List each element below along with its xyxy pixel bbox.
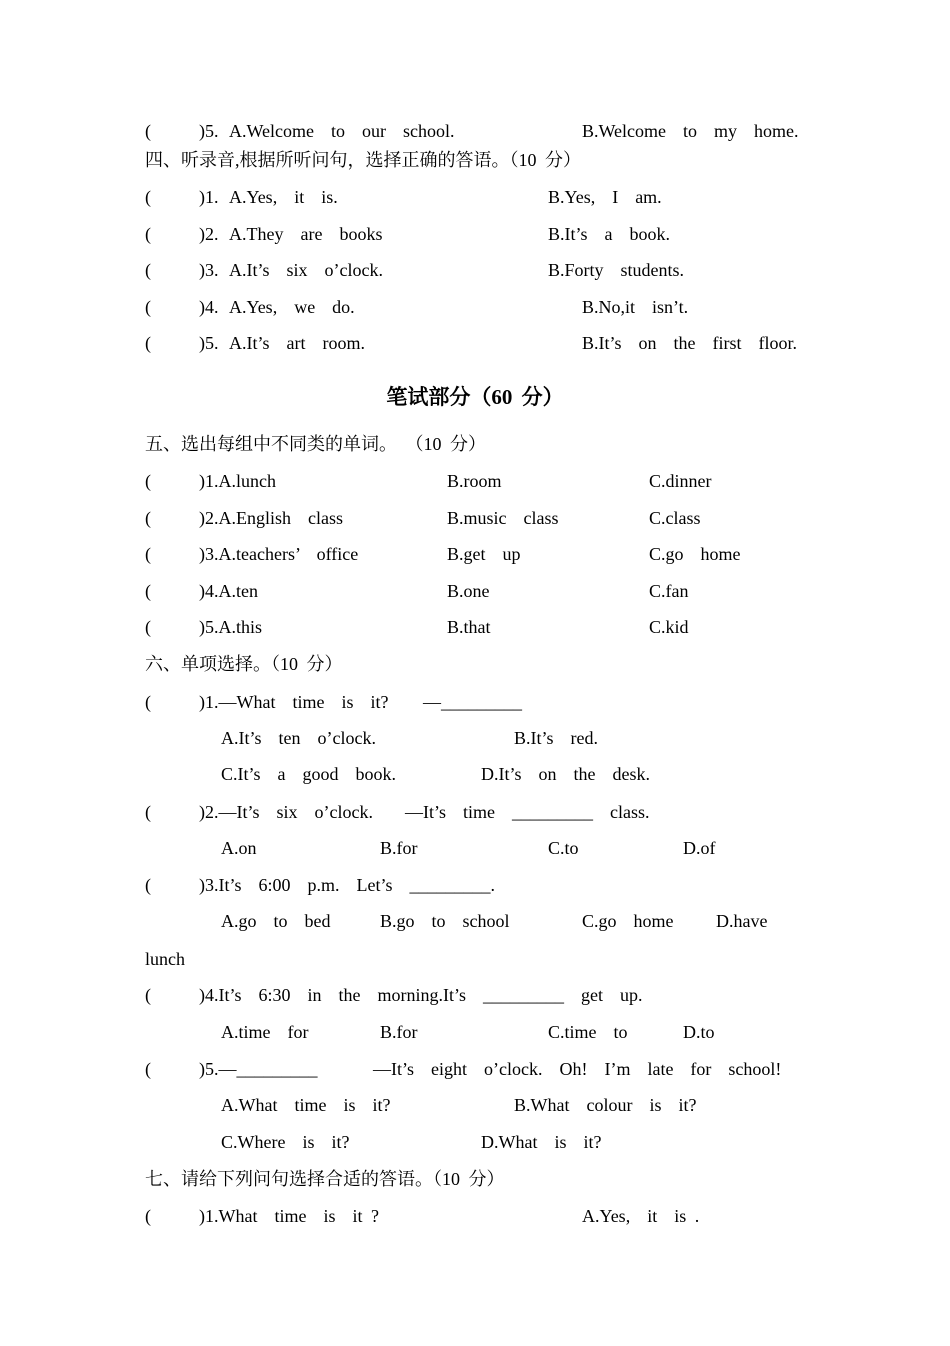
option-a: )1.A.lunch	[199, 471, 276, 491]
option-b: B.Forty students.	[548, 260, 685, 280]
option-a: )2.A.English class	[199, 508, 343, 528]
option-a: A.It’s ten o’clock.	[221, 728, 376, 748]
answer-blank[interactable]: (	[145, 508, 151, 528]
option-c: C.time to	[548, 1022, 628, 1042]
question-stem: )3.It’s 6:00 p.m. Let’s _________.	[199, 875, 495, 895]
option-a: A.Yes, it is.	[229, 187, 338, 207]
answer-blank[interactable]: (	[145, 224, 151, 244]
option-d: D.of	[683, 838, 716, 858]
answer-blank[interactable]: (	[145, 1206, 151, 1226]
answer-blank[interactable]: (	[145, 297, 151, 317]
option-c: C.kid	[649, 617, 689, 637]
answer-blank[interactable]: (	[145, 692, 151, 712]
question-number: )5.	[199, 121, 219, 141]
answer-blank[interactable]: (	[145, 187, 151, 207]
answer-blank[interactable]: (	[145, 985, 151, 1005]
option-a: A.Yes, we do.	[229, 297, 355, 317]
option-d-wrap: lunch	[145, 949, 185, 969]
question-reply: —It’s eight o’clock. Oh! I’m late for school!	[373, 1059, 782, 1079]
option-c: C.go home	[582, 911, 674, 931]
option-c: C.dinner	[649, 471, 712, 491]
option-a: )5.A.this	[199, 617, 262, 637]
option-a: A.time for	[221, 1022, 309, 1042]
question-number: )2.	[199, 224, 219, 244]
option-d: D.What is it?	[481, 1132, 602, 1152]
answer-blank[interactable]: (	[145, 121, 151, 141]
option-b: B.go to school	[380, 911, 510, 931]
option-a: A.It’s art room.	[229, 333, 365, 353]
question-stem: )2.—It’s six o’clock.	[199, 802, 373, 822]
option-c: C.to	[548, 838, 579, 858]
question-reply: —It’s time _________ class.	[405, 802, 650, 822]
option-b: B.one	[447, 581, 490, 601]
option-d: D.have	[716, 911, 768, 931]
option-b: B.It’s a book.	[548, 224, 670, 244]
section-header: 四、听录音,根据所听问句，选择正确的答语。（10 分）	[145, 150, 581, 170]
option-a: A.Welcome to our school.	[229, 121, 455, 141]
written-part-title: 笔试部分（60 分）	[386, 385, 564, 409]
answer-blank[interactable]: (	[145, 581, 151, 601]
question-stem: )1.—What time is it?	[199, 692, 389, 712]
question-number: )3.	[199, 260, 219, 280]
option-a: A.on	[221, 838, 257, 858]
option-b: B.It’s red.	[514, 728, 598, 748]
section-header: 六、单项选择。（10 分）	[145, 654, 343, 674]
option-d: D.to	[683, 1022, 715, 1042]
question-number: )5.	[199, 333, 219, 353]
option-c: C.It’s a good book.	[221, 764, 396, 784]
option-a: A.What time is it?	[221, 1095, 391, 1115]
option-b: B.Yes, I am.	[548, 187, 662, 207]
option-a: A.go to bed	[221, 911, 331, 931]
option-c: C.go home	[649, 544, 741, 564]
question-number: )1.	[199, 187, 219, 207]
option-b: B.that	[447, 617, 491, 637]
option-a: A.They are books	[229, 224, 383, 244]
option-d: D.It’s on the desk.	[481, 764, 650, 784]
section-header: 五、选出每组中不同类的单词。 （10 分）	[145, 434, 486, 454]
option-b: B.Welcome to my home.	[582, 121, 799, 141]
option-a: A.It’s six o’clock.	[229, 260, 383, 280]
answer-blank[interactable]: (	[145, 333, 151, 353]
option-c: C.class	[649, 508, 701, 528]
option-b: B.for	[380, 1022, 418, 1042]
option-c: C.Where is it?	[221, 1132, 350, 1152]
option-a: A.Yes, it is .	[582, 1206, 700, 1226]
question-reply: —_________	[423, 692, 522, 712]
section-header: 七、请给下列问句选择合适的答语。（10 分）	[145, 1169, 505, 1189]
option-b: B.for	[380, 838, 418, 858]
question-row	[0, 119, 799, 143]
question-stem: )1.What time is it ?	[199, 1206, 379, 1226]
answer-blank[interactable]: (	[145, 260, 151, 280]
answer-blank[interactable]: (	[145, 617, 151, 637]
answer-blank[interactable]: (	[145, 1059, 151, 1079]
option-b: B.get up	[447, 544, 521, 564]
option-b: B.room	[447, 471, 502, 491]
answer-blank[interactable]: (	[145, 802, 151, 822]
answer-blank[interactable]: (	[145, 471, 151, 491]
option-c: C.fan	[649, 581, 689, 601]
question-number: )4.	[199, 297, 219, 317]
question-stem: )5.—_________	[199, 1059, 318, 1079]
option-a: )4.A.ten	[199, 581, 258, 601]
answer-blank[interactable]: (	[145, 544, 151, 564]
option-a: )3.A.teachers’ office	[199, 544, 359, 564]
option-b: B.music class	[447, 508, 559, 528]
question-stem: )4.It’s 6:30 in the morning.It’s _________ get up.	[199, 985, 643, 1005]
answer-blank[interactable]: (	[145, 875, 151, 895]
option-b: B.What colour is it?	[514, 1095, 697, 1115]
option-b: B.No,it isn’t.	[582, 297, 689, 317]
option-b: B.It’s on the first floor.	[582, 333, 797, 353]
